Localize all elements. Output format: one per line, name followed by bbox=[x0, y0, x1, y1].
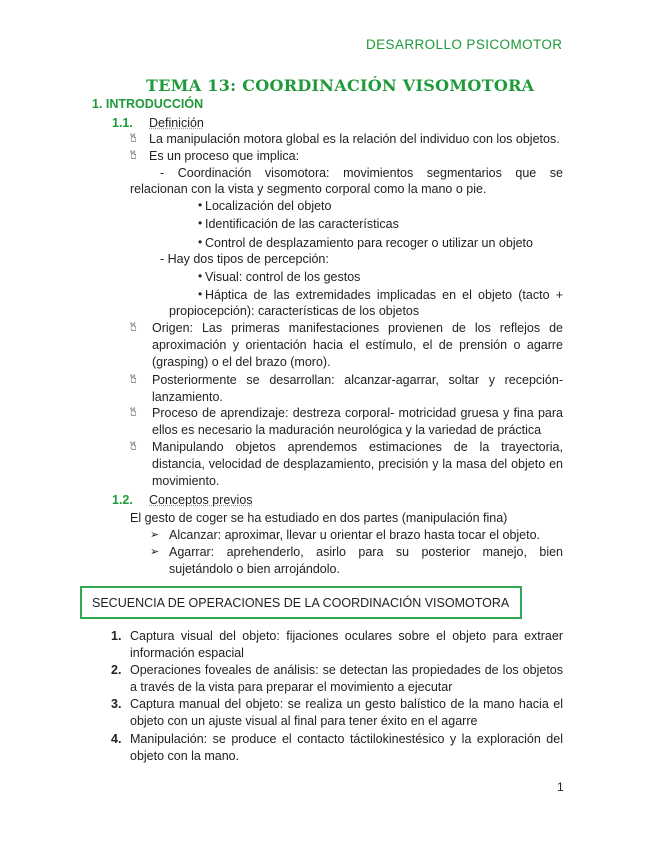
dot-bullet-icon: • bbox=[198, 269, 203, 283]
dot-bullet-icon: • bbox=[198, 235, 203, 249]
step-1-line-1: Captura visual del objeto: fijaciones oculares sobre el objeto para extraer bbox=[130, 629, 563, 643]
arrow-bullet-icon: ➢ bbox=[150, 529, 160, 541]
manipulation-line-1: Manipulando objetos aprendemos estimaciones de la trayectoria, bbox=[152, 440, 563, 454]
dot-bullet-icon: • bbox=[198, 216, 203, 230]
hand-bullet-icon: 🖔 bbox=[130, 405, 137, 419]
learning-line-2: ellos es necesario la maduración neurológica y la variedad de práctica bbox=[152, 423, 542, 437]
page-number: 1 bbox=[557, 780, 564, 794]
dot-item-identificacion: Identificación de las características bbox=[205, 217, 399, 231]
learning-line-1: Proceso de aprendizaje: destreza corporal- motricidad gruesa y fina para bbox=[152, 406, 563, 420]
dot-item-localizacion: Localización del objeto bbox=[205, 199, 332, 213]
sequence-heading-box bbox=[80, 586, 522, 619]
dot-bullet-icon: • bbox=[198, 287, 203, 301]
hand-bullet-icon: 🖔 bbox=[130, 131, 137, 145]
dot-item-haptica-line-2: propiocepción): características de los objetos bbox=[169, 304, 420, 318]
definition-bullet-1: La manipulación motora global es la relación del individuo con los objetos. bbox=[149, 132, 560, 146]
dot-item-visual: Visual: control de los gestos bbox=[205, 270, 361, 284]
step-4-line-1: Manipulación: se produce el contacto táctilokinestésico y la exploración del bbox=[130, 732, 563, 746]
section-heading-introduccion: 1. INTRODUCCIÓN bbox=[92, 97, 204, 111]
step-2-line-2: a través de la vista para preparar el movimiento a ejecutar bbox=[130, 680, 453, 694]
previous-alcanzar: Alcanzar: aproximar, llevar u orientar el brazo hasta tocar el objeto. bbox=[169, 528, 541, 542]
origin-line-1: Origen: Las primeras manifestaciones provienen de los reflejos de bbox=[152, 321, 563, 335]
perception-intro: - Hay dos tipos de percepción: bbox=[160, 252, 329, 266]
dot-item-haptica-line-1: Háptica de las extremidades implicadas en el objeto (tacto + bbox=[205, 288, 563, 302]
manipulation-line-2: distancia, velocidad de desplazamiento, precisión y la masa del objeto en bbox=[152, 457, 563, 471]
hand-bullet-icon: 🖔 bbox=[130, 148, 137, 162]
coordination-line-1: - Coordinación visomotora: movimientos segmentarios que se bbox=[160, 166, 563, 180]
page-title: TEMA 13: COORDINACIÓN VISOMOTORA bbox=[146, 76, 535, 95]
previous-agarrar-line-1: Agarrar: aprehenderlo, asirlo para su posterior manejo, bien bbox=[169, 545, 563, 559]
origin-line-2: aproximación y orientación hacia el estímulo, el de prensión o agarre bbox=[152, 338, 563, 352]
subsection-number-1-1: 1.1. bbox=[112, 116, 133, 130]
step-3-line-2: objeto con un ajuste visual al final para tener éxito en el agarre bbox=[130, 714, 478, 728]
later-development-line-1: Posteriormente se desarrollan: alcanzar-agarrar, soltar y recepción- bbox=[152, 373, 563, 387]
hand-bullet-icon: 🖔 bbox=[130, 320, 137, 334]
step-number: 3. bbox=[111, 697, 122, 711]
hand-bullet-icon: 🖔 bbox=[130, 372, 137, 386]
manipulation-line-3: movimiento. bbox=[152, 474, 220, 488]
arrow-bullet-icon: ➢ bbox=[150, 546, 160, 558]
dot-bullet-icon: • bbox=[198, 198, 203, 212]
definition-bullet-2: Es un proceso que implica: bbox=[149, 149, 300, 163]
step-2-line-1: Operaciones foveales de análisis: se detectan las propiedades de los objetos bbox=[130, 663, 563, 677]
step-4-line-2: objeto con la mano. bbox=[130, 749, 240, 763]
subsection-number-1-2: 1.2. bbox=[112, 493, 133, 507]
step-number: 1. bbox=[111, 629, 122, 643]
coordination-line-2: relacionan con la vista y segmento corporal como la mano o pie. bbox=[130, 182, 487, 196]
hand-bullet-icon: 🖔 bbox=[130, 439, 137, 453]
origin-line-3: (grasping) o el del brazo (moro). bbox=[152, 355, 331, 369]
running-header: DESARROLLO PSICOMOTOR bbox=[366, 37, 563, 52]
step-3-line-1: Captura manual del objeto: se realiza un gesto balístico de la mano hacia el bbox=[130, 697, 563, 711]
step-number: 2. bbox=[111, 663, 122, 677]
sequence-heading-text: SECUENCIA DE OPERACIONES DE LA COORDINACIÓN VISOMOTORA bbox=[92, 596, 510, 610]
step-1-line-2: información espacial bbox=[130, 646, 244, 660]
subsection-title-definicion: Definición bbox=[149, 116, 204, 130]
later-development-line-2: lanzamiento. bbox=[152, 390, 223, 404]
dot-item-control: Control de desplazamiento para recoger o utilizar un objeto bbox=[205, 236, 533, 250]
step-number: 4. bbox=[111, 732, 122, 746]
previous-intro: El gesto de coger se ha estudiado en dos partes (manipulación fina) bbox=[130, 511, 508, 525]
previous-agarrar-line-2: sujetándolo o bien arrojándolo. bbox=[169, 562, 340, 576]
subsection-title-conceptos-previos: Conceptos previos bbox=[149, 493, 253, 507]
